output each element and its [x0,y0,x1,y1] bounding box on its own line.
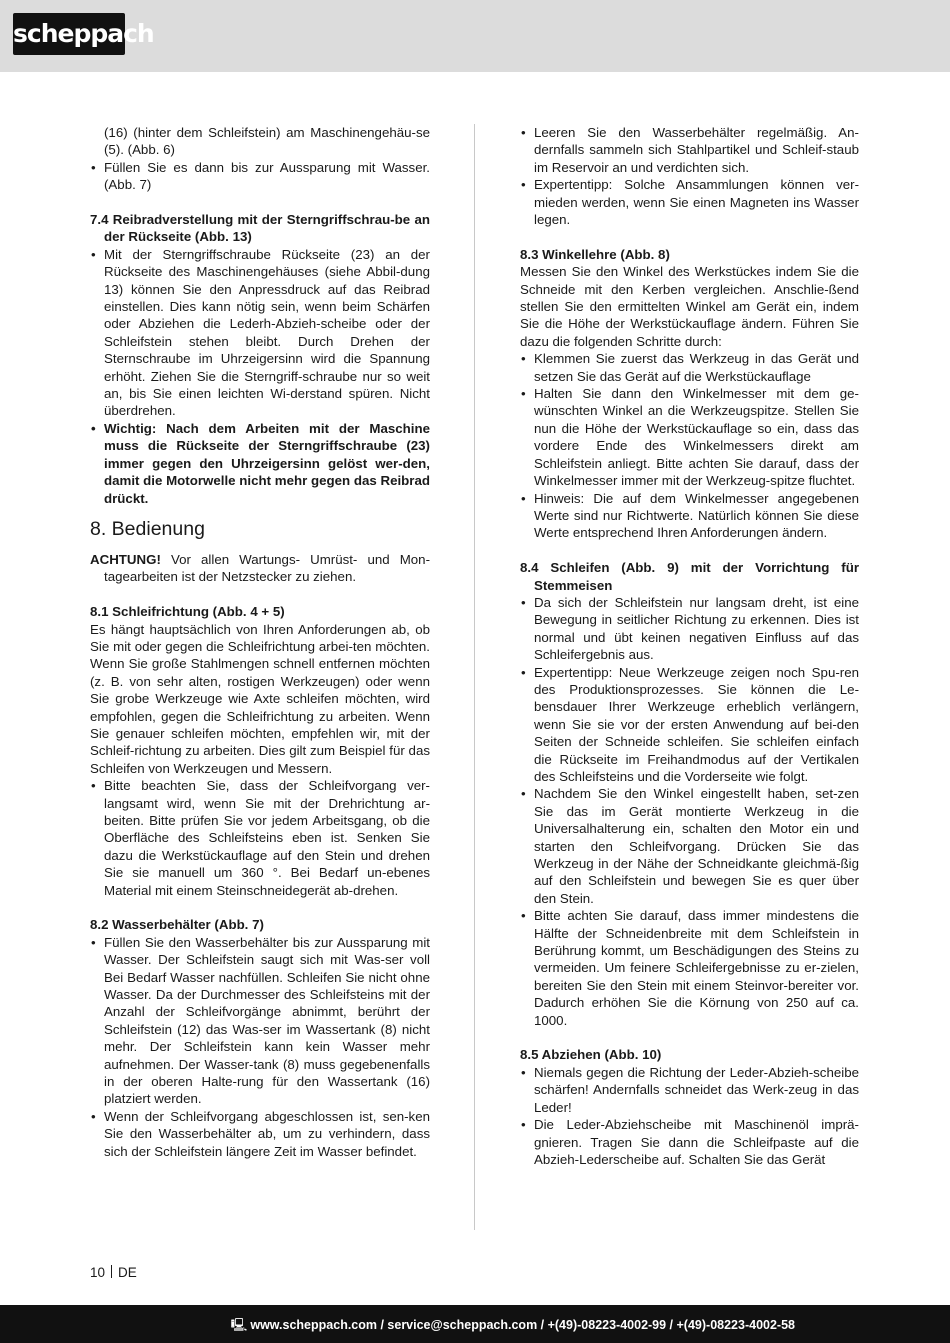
section-heading-8-1: 8.1 Schleifrichtung (Abb. 4 + 5) [90,604,285,620]
bullet-item: • Wenn der Schleifvorgang abgeschlossen ist, sen-ken Sie den Wasserbehälter ab, um zu verhindern, dass sich der Schleifstein längere Zeit im Wasser befindet. [90,1108,430,1160]
language-code: DE [118,1265,137,1280]
column-divider [474,124,475,1230]
section-heading-8-3: 8.3 Winkellehre (Abb. 8) [520,246,670,262]
warning-bullet: • Wichtig: Nach dem Arbeiten mit der Maschine muss die Rückseite der Sterngriffschraube (23) immer gegen den Uhrzeigersinn gelöst wer-den, damit die Motorwelle nicht mehr gegen das Reibrad drückt. [90,420,430,507]
bullet-item: • Da sich der Schleifstein nur langsam dreht, ist eine Bewegung in seitlicher Richtung zu erkennen. Dies ist normal und übt keinen negativen Einfluss auf das Schleifergebnis aus. [520,594,859,664]
contact-line: www.scheppach.com / service@scheppach.com / +(49)-08223-4002-99 / +(49)-08223-4002-58 [250,1318,795,1332]
bullet-item: • Mit der Sterngriffschraube Rückseite (23) an der Rückseite des Maschinengehäuses (siehe Abbil-dung 13) können Sie den Anpressdruck auf das Reibrad einstellen. Dies kann nötig sein, wenn beim Schärfen oder Abziehen die Lederh-Abzieh-scheibe oder der Schleifstein stehen bleibt. Durch Drehen der Sternschraube im Uhrzeigersinn wird die Spannung erhöht. Ziehen Sie die Sterngriff-schraube nur so weit an, bis Sie einen leichten Wi-derstand spüren. Nicht überdrehen. [90,246,430,420]
bullet-item: • Bitte beachten Sie, dass der Schleifvorgang ver-langsamt wird, wenn Sie mit der Drehrichtung ar-beiten. Bitte prüfen Sie vor jedem Arbeitsgang, ob die Oberfläche des Schleifsteins eben ist. Senken Sie dazu die Werkstückauflage auf den Stein und drehen Sie sie manuell um 360 °. Bei Bedarf un-ebenes Material mit einem Steinschneidegerät ab-drehen. [90,777,430,899]
section-heading-8-4: 8.4 Schleifen (Abb. 9) mit der Vorrichtung für Stemmeisen [520,560,859,593]
page-number-separator [111,1265,112,1278]
paragraph: (16) (hinter dem Schleifstein) am Maschinengehäu-se (5). (Abb. 6) [104,125,430,158]
bullet-item: • Klemmen Sie zuerst das Werkzeug in das Gerät und setzen Sie das Gerät auf die Werkstückauflage [520,350,859,385]
caution-label: ACHTUNG! [90,551,161,567]
bullet-item: • Nachdem Sie den Winkel eingestellt haben, set-zen Sie das im Gerät montierte Werkzeug in die Universalhalterung ein, schalten den Motor ein und starten den Schleifvorgang. Drücken Sie das Werkzeug in der Nähe der Schneidkante gleichmä-ßig auf den Schleifstein und bewegen Sie es quer über den Stein. [520,785,859,907]
bullet-item: • Die Leder-Abziehscheibe mit Maschinenöl imprä-gnieren. Tragen Sie dann die Schleifpaste auf die Abzieh-Lederscheibe auf. Schalten Sie das Gerät [520,1116,859,1168]
caution-text: Vor allen Wartungs- Umrüst- und Mon-tagearbeiten ist der Netzstecker zu ziehen. [104,551,430,585]
bullet-item: • Halten Sie dann den Winkelmesser mit dem ge-wünschten Winkel an die Werkzeugspitze. Stellen Sie nun die Höhe der Werkstückauflage so ein, dass das vordere Ende des Winkelmessers direkt am Schleifstein anliegt. Bitte achten Sie darauf, dass der Winkelmesser immer mit der Werkzeug-spitze fluchtet. [520,385,859,489]
page-header [0,0,950,72]
bullet-item: • Füllen Sie den Wasserbehälter bis zur Aussparung mit Wasser. Der Schleifstein saugt sich mit Was-ser voll Bei Bedarf Wasser nachfüllen. Schleifen Sie nicht ohne Wasser. Da der Durchmesser des Schleifsteins mit der Anzahl der Schleifvorgänge abnimmt, berührt der Schleifstein (12) das Was-ser im Wassertank (8) nicht mehr. Der Schleifstein kann kein Wasser mehr aufnehmen. Der Wasser-tank (8) muss gegebenenfalls in der oberen Halte-rung für den Wassertank (16) platziert werden. [90,934,430,1108]
page-number-value: 10 [90,1265,106,1280]
bullet-item: • Expertentipp: Solche Ansammlungen können ver-mieden werden, wenn Sie einen Magneten ins Wasser legen. [520,176,859,228]
chapter-heading-8: 8. Bedienung [90,517,205,540]
right-column [520,124,859,1168]
paragraph: Es hängt hauptsächlich von Ihren Anforderungen ab, ob Sie mit oder gegen die Schleifrichtung arbei-ten möchten. Wenn Sie große Stahlmengen schnell entfernen möchten (z. B. von sehr alten, rostigen Werkzeugen) oder wenn Sie grobe Werkzeuge wie Axte schleifen möchten, wird empfohlen, gegen die Schleifrichtung zu arbeiten. Wenn Sie genauer schleifen möchten, empfehlen wir, mit der Schleif-richtung zu arbeiten. Dies gilt zum Beispiel für das Schleifen von Werkzeugen und Messern. [90,621,430,776]
page-footer [0,1305,950,1343]
bullet-item: • Expertentipp: Neue Werkzeuge zeigen noch Spu-ren des Produktionsprozesses. Sie können die Le-bensdauer Ihrer Werkzeuge erheblich verlängern, wenn Sie sie vor der ersten Anwendung auf bei-den Seiten der Schneide schleifen. Sie schleifen einfach die Rückseite im Freihandmodus auf der Vertikalen des Schleifsteins und die Vorderseite wie folgt. [520,664,859,786]
caution-note [90,551,430,586]
scheppach-logo: scheppach [13,13,125,55]
footer-contact [231,1316,795,1337]
bullet-item: • Bitte achten Sie darauf, dass immer mindestens die Hälfte der Schneidenbreite mit dem Schleifstein in Berührung kommt, um Beschädigungen des Steins zu vermeiden. Um feinere Schleifergebnisse zu er-zielen, bereiten Sie den Stein mit einem Steinvor-bereiter vor. Dadurch erhöhen Sie die Körnung von 250 auf ca. 1000. [520,907,859,1029]
section-heading-8-5: 8.5 Abziehen (Abb. 10) [520,1047,662,1063]
bullet-item: • Hinweis: Die auf dem Winkelmesser angegebenen Werte sind nur Richtwerte. Natürlich können Sie diese Werte entsprechend Ihren Anforderungen ändern. [520,490,859,542]
bullet-item: • Niemals gegen die Richtung der Leder-Abzieh-scheibe schärfen! Andernfalls schneidet das Werk-zeug in das Leder! [520,1064,859,1116]
section-heading-8-2: 8.2 Wasserbehälter (Abb. 7) [90,917,264,933]
left-column [90,124,430,1160]
bullet-item: • Füllen Sie es dann bis zur Aussparung mit Wasser. (Abb. 7) [90,159,430,194]
computer-icon: 🖳 [230,1318,248,1332]
bullet-item: • Leeren Sie den Wasserbehälter regelmäßig. An-dernfalls sammeln sich Stahlpartikel und Schleif-staub im Reservoir an und verdichten sich. [520,124,859,176]
page-number [90,1265,137,1280]
paragraph: Messen Sie den Winkel des Werkstückes indem Sie die Schneide mit den Kerben vergleichen. Anschlie-ßend stellen Sie den ermittelten Winkel am Gerät ein, indem Sie die Höhe der Werkstückauflage ändern. Führen Sie dazu die folgenden Schritte durch: [520,264,859,349]
section-heading-7-4: 7.4 Reibradverstellung mit der Sterngriffschrau-be an der Rückseite (Abb. 13) [90,212,430,245]
